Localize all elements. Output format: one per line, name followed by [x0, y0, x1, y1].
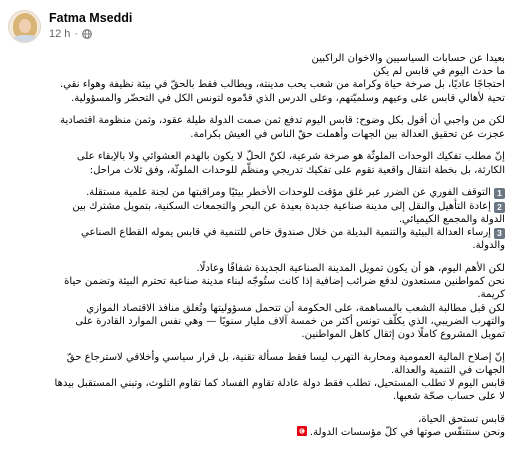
- text-line: كريمة.: [477, 289, 505, 301]
- text-line: لكن من واجبي أن أقول بكل وضوح: قابس اليوم تدفع ثمن صمت الدولة طيلة عقود، وثمن منظومة اقتصادية: [60, 115, 505, 127]
- text-line: لا على حساب صحّة شعبها.: [393, 391, 505, 403]
- step-2-badge: 2: [494, 202, 505, 213]
- paragraph-steps: [8, 186, 505, 252]
- post-meta: [49, 11, 132, 41]
- author-name[interactable]: Fatma Mseddi: [49, 11, 133, 25]
- text-line: الجهات في التنمية والعدالة.: [390, 365, 505, 377]
- step-1-text: التوقف الفوري عن الضرر عبر غلق مؤقت للوحدات الأخطر بيئيًا ومراقبتها من لجنة علمية مستقلة.: [86, 187, 491, 199]
- text-line: لكن الأهم اليوم، هو أن يكون تمويل المدينة الصناعية الجديدة شفافًا وعادلًا.: [196, 263, 505, 275]
- text-line: لكن قبل مطالبة الشعب بالمساهمة، على الحكومة أن تتحمل مسؤوليتها وتُغلق منافذ الاقتصاد الموازي: [86, 302, 505, 314]
- paragraph-funding: [8, 262, 505, 341]
- paragraph-intro: [8, 52, 505, 105]
- post-time[interactable]: 12 h: [49, 28, 71, 40]
- step-2-line: [8, 200, 505, 213]
- closing-line: [8, 426, 505, 439]
- text-line: الدولة والمجمع الكيميائي.: [398, 213, 505, 225]
- text-line: الكارثة، بل بخطة انتقال واقعية تقوم على تفكيك تدريجي ومنظّم للوحدات الملوثّة، وفق ثلاث مراحل:: [89, 164, 505, 176]
- paragraph-plan: [8, 150, 505, 176]
- step-3-badge: 3: [494, 228, 505, 239]
- step-1-badge: 1: [494, 188, 505, 199]
- closing-text: ونحن سنتنفّس صوتها في كلّ مؤسسات الدولة.: [309, 427, 505, 439]
- text-line: تمويل المشروع كاملًا دون إثقال كاهل المواطنين.: [301, 329, 505, 341]
- text-line: والتهرب الضريبي، الذي يكلّف تونس أكثر من خمسة آلاف مليار سنويًا — وهي نفس الموارد القادرة على: [75, 315, 505, 327]
- separator-dot: ·: [74, 28, 79, 40]
- text-line: بعيدا عن حسابات السياسيين والاخوان الراكبين: [311, 53, 505, 64]
- text-line: والدولة.: [472, 240, 505, 252]
- paragraph-responsibility: [8, 114, 505, 140]
- text-line: عجزت عن تحقيق العدالة بين الجهات وأهملت حقّ الناس في العيش بكرامة.: [190, 128, 505, 140]
- globe-icon[interactable]: [82, 29, 92, 39]
- paragraph-reform: [8, 351, 505, 404]
- timestamp-row: [49, 27, 132, 41]
- step-2-text: إعادة التأهيل والنقل إلى مدينة صناعية جديدة بعيدة عن البحر والتجمعات السكنية، بتمويل مشترك بين: [72, 200, 491, 212]
- avatar[interactable]: [8, 10, 41, 43]
- step-3-text: إرساء العدالة البيئية والتنمية البديلة من خلال صندوق خاص للتنمية في قابس يموله القطاع الصناعي: [81, 227, 491, 239]
- text-line: نحن كمواطنين مستعدون لدفع ضرائب إضافية إذا كانت ستُوجّه لبناء مدينة صناعية تحترم البيئة وتضمن حياة: [64, 276, 505, 288]
- text-line: قابس تستحق الحياة،: [418, 414, 505, 426]
- paragraph-closing: [8, 413, 505, 439]
- tunisia-flag-icon: [297, 426, 307, 436]
- text-line: احتجاجًا عاديًا، بل صرخة حياة وكرامة من شعب يحب مدينته، ويطالب فقط بالحقّ في بيئة نظيفة وهواء نقي.: [59, 79, 505, 91]
- text-line: إنّ إصلاح المالية العمومية ومحاربة التهرب ليسا فقط مسألة تقنية، بل قرار سياسي وأخلاقي لاسترجاع حقّ: [66, 351, 505, 363]
- post-text: [8, 52, 505, 449]
- text-line: ما حدث اليوم في قابس لم يكن: [373, 66, 505, 78]
- text-line: قابس اليوم لا تطلب المستحيل، تطلب فقط دولة عادلة تقاوم الفساد كما تقاوم التلوث، وتبني المستقبل بيدها: [54, 378, 505, 390]
- text-line: تحية لأهالي قابس على وعيهم وسلميّتهم، وعلى الدرس الذي قدّموه لتونس الكل في التحضّر والمسؤولية.: [71, 92, 505, 104]
- step-3-line: [8, 226, 505, 239]
- text-line: إنّ مطلب تفكيك الوحدات الملوثّة هو صرخة شرعية، لكنّ الحلّ لا يكون بالهدم العشوائي ولا بالإبقاء على: [76, 151, 505, 163]
- post-header: [8, 5, 132, 47]
- step-1-line: [8, 186, 505, 199]
